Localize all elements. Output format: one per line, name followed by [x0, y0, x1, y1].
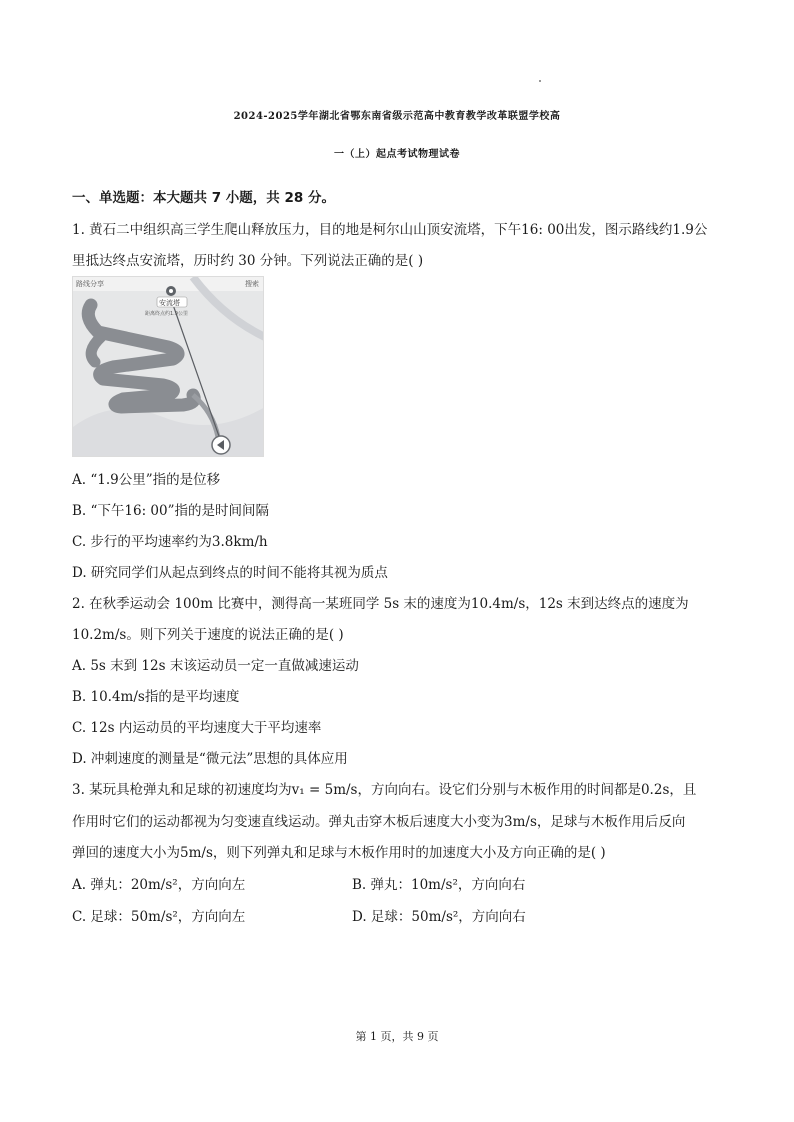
q3-option-d: D. 足球：50m/s²，方向向右 — [352, 909, 526, 925]
q1-option-c: C. 步行的平均速率约为3.8km/h — [72, 534, 268, 550]
scan-speck — [539, 80, 541, 82]
route-map-image — [72, 276, 264, 457]
section-heading-single-choice: 一、单选题：本大题共 7 小题，共 28 分。 — [72, 190, 335, 206]
map-label-search: 搜索 — [245, 280, 259, 288]
exam-title-line-2: 一（上）起点考试物理试卷 — [334, 149, 460, 160]
q3-option-c: C. 足球：50m/s²，方向向左 — [72, 909, 246, 925]
q3-stem-line-1: 3. 某玩具枪弹丸和足球的初速度均为v₁ = 5m/s，方向向右。设它们分别与木板作用的时间都是0.2s，且 — [72, 782, 697, 798]
q2-option-a: A. 5s 末到 12s 末该运动员一定一直做减速运动 — [72, 658, 359, 674]
q3-stem-line-2: 作用时它们的运动都视为匀变速直线运动。弹丸击穿木板后速度大小变为3m/s，足球与木板作用后反向 — [72, 814, 686, 830]
q2-stem-line-2: 10.2m/s。则下列关于速度的说法正确的是( ) — [72, 627, 344, 643]
q1-stem-line-2: 里抵达终点安流塔，历时约 30 分钟。下列说法正确的是( ) — [72, 253, 424, 269]
page-footer: 第 1 页，共 9 页 — [355, 1030, 439, 1043]
exam-title-line-1: 2024-2025学年湖北省鄂东南省级示范高中教育教学改革联盟学校高 — [233, 111, 561, 122]
q1-option-a: A. “1.9公里”指的是位移 — [72, 472, 221, 488]
q1-option-d: D. 研究同学们从起点到终点的时间不能将其视为质点 — [72, 565, 388, 581]
q1-stem-line-1: 1. 黄石二中组织高三学生爬山释放压力，目的地是柯尔山山顶安流塔，下午16: 00出发，图示路线约1.9公 — [72, 222, 708, 238]
q2-option-b: B. 10.4m/s指的是平均速度 — [72, 689, 240, 705]
q2-stem-line-1: 2. 在秋季运动会 100m 比赛中，测得高一某班同学 5s 末的速度为10.4m/s，12s 末到达终点的速度为 — [72, 596, 689, 612]
q3-stem-line-3: 弹回的速度大小为5m/s，则下列弹丸和足球与木板作用时的加速度大小及方向正确的是( ) — [72, 845, 606, 861]
q3-option-a: A. 弹丸：20m/s²，方向向左 — [72, 877, 246, 893]
q1-option-b: B. “下午16: 00”指的是时间间隔 — [72, 503, 270, 519]
q2-option-d: D. 冲刺速度的测量是“微元法”思想的具体应用 — [72, 751, 348, 767]
map-label-anliu-tower: 安流塔 — [159, 299, 180, 307]
map-label-route-share: 路线分享 — [76, 280, 104, 288]
map-label-distance: 距离终点约1.9公里 — [145, 311, 188, 317]
q3-option-b: B. 弹丸：10m/s²，方向向右 — [352, 877, 526, 893]
q2-option-c: C. 12s 内运动员的平均速度大于平均速率 — [72, 720, 322, 736]
